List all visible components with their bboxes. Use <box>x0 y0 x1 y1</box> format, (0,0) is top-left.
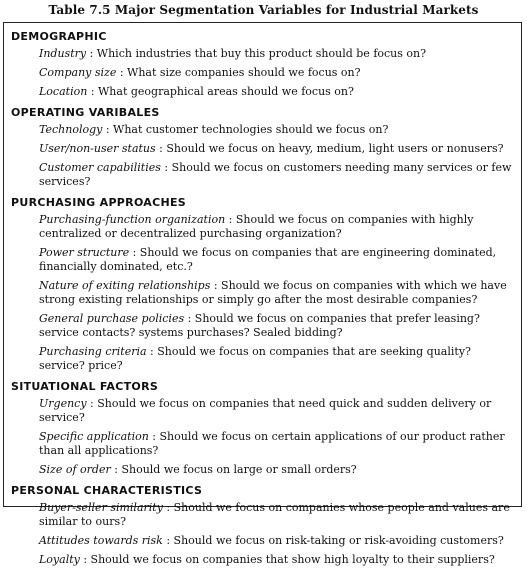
variable-term: Attitudes towards risk <box>39 534 163 547</box>
variable-term: Buyer-seller similarity <box>39 501 163 514</box>
variable-term: General purchase policies <box>39 312 185 325</box>
variable-question: : Which industries that buy this product should be focus on? <box>86 47 426 60</box>
variable-term: Size of order <box>39 463 111 476</box>
variable-question: : Should we focus on risk-taking or risk-avoiding customers? <box>162 534 504 547</box>
variable-term: Specific application <box>39 430 149 443</box>
section-heading: PURCHASING APPROACHES <box>11 196 187 209</box>
variable-entry <box>39 462 515 481</box>
section-heading: SITUATIONAL FACTORS <box>11 380 159 393</box>
variable-question: : Should we focus on customers needing many services or few services? <box>39 161 512 188</box>
variable-entry <box>39 46 515 65</box>
variable-question: : Should we focus on certain applications of our product rather than all applications? <box>39 430 505 457</box>
variable-question: : What geographical areas should we focus on? <box>87 85 354 98</box>
variable-entry <box>39 311 515 344</box>
variable-term: Purchasing-function organization <box>39 213 226 226</box>
variable-question: : Should we focus on companies that are engineering dominated, financially dominated, etc.? <box>39 246 497 273</box>
variable-entry <box>39 65 515 84</box>
variable-term: Industry <box>39 47 87 60</box>
variable-question: : What size companies should we focus on? <box>116 66 361 79</box>
variable-question: : Should we focus on companies whose people and values are similar to ours? <box>39 501 510 528</box>
variable-question: : Should we focus on companies with highly centralized or decentralized purchasing organization? <box>39 213 474 240</box>
variable-question: : Should we focus on large or small orders? <box>110 463 357 476</box>
segmentation-table <box>3 22 522 566</box>
variable-question: : Should we focus on companies with which we have strong existing relationships or simply go after the most desirable companies? <box>39 279 507 306</box>
variable-term: Company size <box>39 66 117 79</box>
variable-entry <box>39 500 515 533</box>
variable-question: : Should we focus on companies that show high loyalty to their suppliers? <box>79 553 495 566</box>
variable-entry <box>39 344 515 377</box>
variable-entry <box>39 552 515 571</box>
variable-entry <box>39 84 515 103</box>
variable-question: : Should we focus on heavy, medium, light users or nonusers? <box>155 142 504 155</box>
variable-question: : Should we focus on companies that are seeking quality? service? price? <box>39 345 471 372</box>
variable-entry <box>39 533 515 552</box>
variable-term: Nature of exiting relationships <box>39 279 211 292</box>
variable-entry <box>39 212 515 245</box>
variable-term: Customer capabilities <box>39 161 161 174</box>
variable-term: Technology <box>39 123 103 136</box>
variable-entry <box>39 245 515 278</box>
variable-entry <box>39 122 515 141</box>
table-title: Table 7.5 Major Segmentation Variables for Industrial Markets <box>48 3 479 17</box>
variable-entry <box>39 429 515 462</box>
variable-entry <box>39 141 515 160</box>
section-heading: DEMOGRAPHIC <box>11 30 107 43</box>
section-heading: OPERATING VARIBALES <box>11 106 160 119</box>
variable-entry <box>39 160 515 193</box>
variable-term: Location <box>39 85 88 98</box>
variable-entry <box>39 278 515 311</box>
variable-term: Power structure <box>39 246 130 259</box>
variable-term: Purchasing criteria <box>39 345 147 358</box>
variable-term: User/non-user status <box>39 142 156 155</box>
variable-term: Urgency <box>39 397 87 410</box>
section-heading: PERSONAL CHARACTERISTICS <box>11 484 203 497</box>
variable-entry <box>39 396 515 429</box>
variable-question: : What customer technologies should we focus on? <box>102 123 389 136</box>
variable-term: Loyalty <box>39 553 80 566</box>
variable-question: : Should we focus on companies that prefer leasing? service contacts? systems purchases? Sealed bidding? <box>39 312 480 339</box>
variable-question: : Should we focus on companies that need quick and sudden delivery or service? <box>39 397 492 424</box>
